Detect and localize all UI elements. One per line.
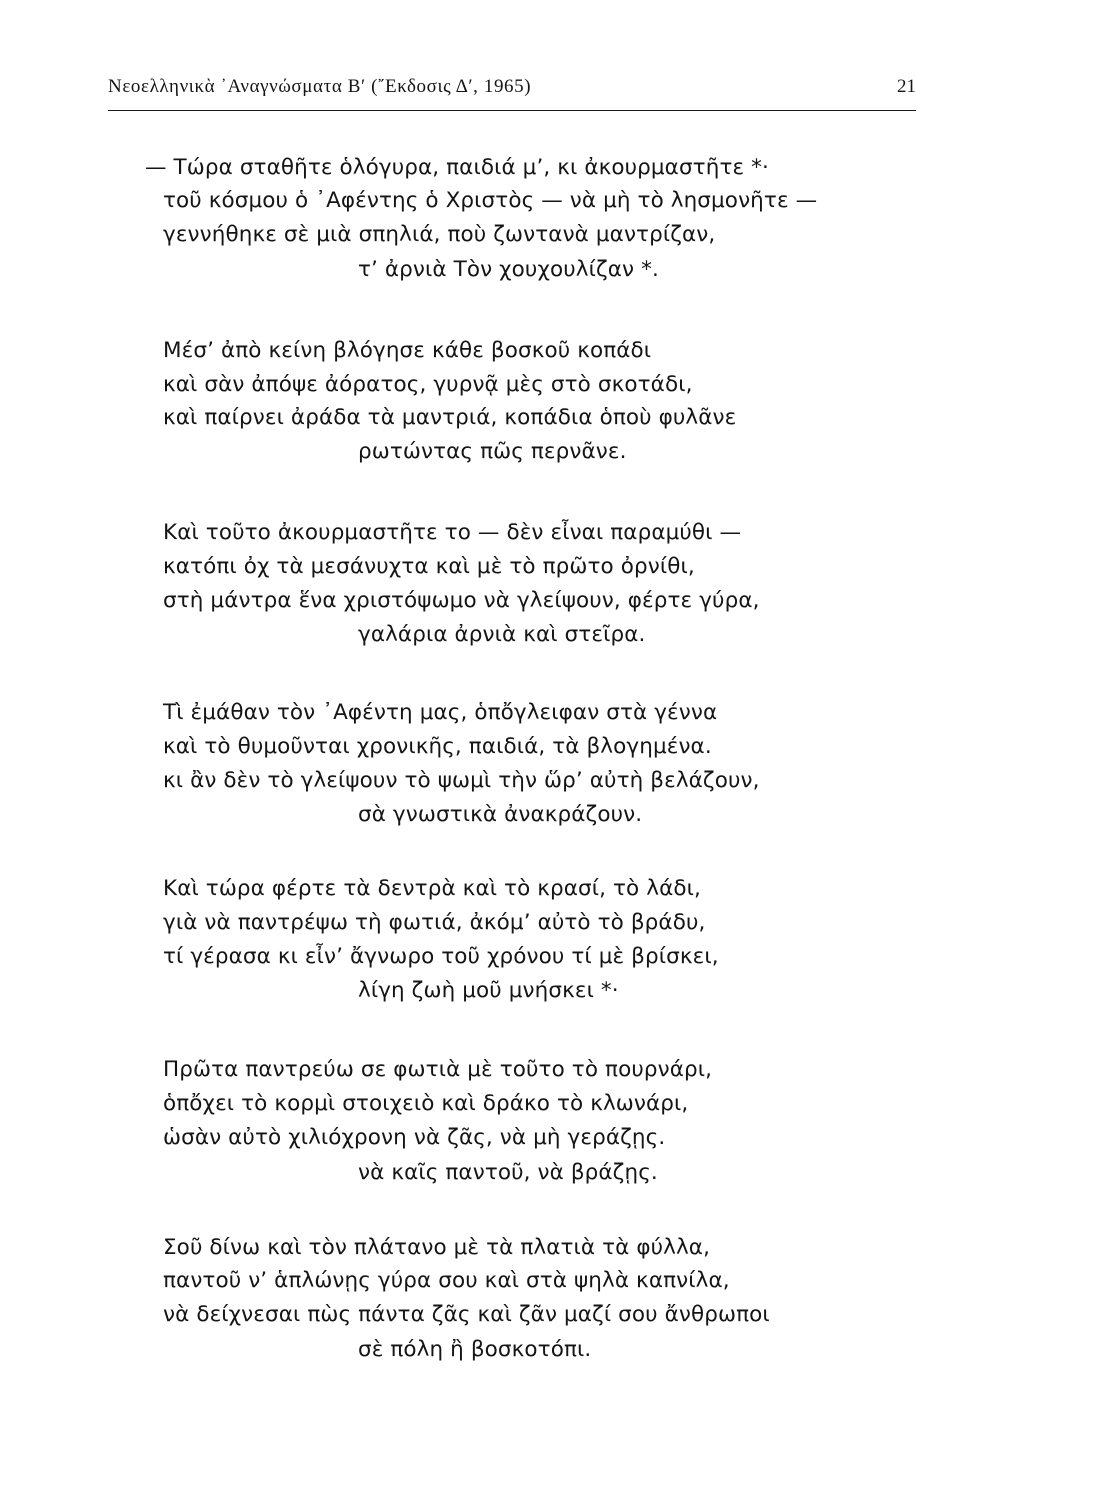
poem-line: σὲ πόλη ἢ βοσκοτόπι. bbox=[358, 1337, 592, 1362]
poem-line: στὴ μάντρα ἕνα χριστόψωμο νὰ γλείψουν, φέρτε γύρα, bbox=[163, 588, 760, 613]
poem-line: παντοῦ ν’ ἁπλώνῃς γύρα σου καὶ στὰ ψηλὰ καπνίλα, bbox=[163, 1268, 730, 1293]
poem-line: νὰ δείχνεσαι πὼς πάντα ζᾶς καὶ ζᾶν μαζί σου ἄνθρωποι bbox=[163, 1302, 770, 1327]
poem-line: κι ἂν δὲν τὸ γλείψουν τὸ ψωμὶ τὴν ὥρ’ αὐτὴ βελάζουν, bbox=[163, 768, 760, 793]
poem-line: καὶ παίρνει ἀράδα τὰ μαντριά, κοπάδια ὁποὺ φυλᾶνε bbox=[163, 405, 737, 430]
poem-line: τί γέρασα κι εἶν’ ἄγνωρο τοῦ χρόνου τί μὲ βρίσκει, bbox=[163, 944, 719, 969]
poem-line: τοῦ κόσμου ὁ ᾿Αφέντης ὁ Χριστὸς — νὰ μὴ τὸ λησμονῆτε — bbox=[163, 188, 818, 213]
poem-line: τ’ ἀρνιὰ Τὸν χουχουλίζαν *. bbox=[358, 257, 659, 282]
poem-line: Καὶ τώρα φέρτε τὰ δεντρὰ καὶ τὸ κρασί, τὸ λάδι, bbox=[163, 876, 701, 901]
poem-line: ὡσὰν αὐτὸ χιλιόχρονη νὰ ζᾶς, νὰ μὴ γεράζῃς. bbox=[163, 1125, 666, 1150]
page-number: 21 bbox=[897, 76, 916, 97]
poem-line: Σοῦ δίνω καὶ τὸν πλάτανο μὲ τὰ πλατιὰ τὰ φύλλα, bbox=[163, 1235, 711, 1260]
poem-line: σὰ γνωστικὰ ἀνακράζουν. bbox=[358, 802, 643, 827]
poem-line: κατόπι ὀχ τὰ μεσάνυχτα καὶ μὲ τὸ πρῶτο ὀρνίθι, bbox=[163, 554, 695, 579]
poem-line: Καὶ τοῦτο ἀκουρμαστῆτε το — δὲν εἶναι παραμύθι — bbox=[163, 520, 742, 545]
poem-line: γαλάρια ἀρνιὰ καὶ στεῖρα. bbox=[358, 622, 646, 647]
poem-line: ρωτώντας πῶς περνᾶνε. bbox=[358, 439, 627, 464]
poem-line: καὶ τὸ θυμοῦνται χρονικῆς, παιδιά, τὰ βλογημένα. bbox=[163, 734, 712, 759]
poem-line: Μέσ’ ἀπὸ κείνη βλόγησε κάθε βοσκοῦ κοπάδι bbox=[163, 338, 652, 363]
poem-line: ὁπὄχει τὸ κορμὶ στοιχειὸ καὶ δράκο τὸ κλωνάρι, bbox=[163, 1091, 689, 1116]
poem-line: Τὶ ἐμάθαν τὸν ᾿Αφέντη μας, ὁπὄγλειφαν στὰ γέννα bbox=[163, 700, 718, 725]
poem-line: νὰ καῖς παντοῦ, νὰ βράζῃς. bbox=[358, 1160, 658, 1185]
poem-line: λίγη ζωὴ μοῦ μνήσκει *· bbox=[358, 978, 619, 1003]
poem-line: καὶ σὰν ἀπόψε ἀόρατος, γυρνᾷ μὲς στὸ σκοτάδι, bbox=[163, 372, 693, 397]
poem-line: — Τώρα σταθῆτε ὁλόγυρα, παιδιά μ’, κι ἀκουρμαστῆτε *· bbox=[145, 155, 769, 180]
running-head-title: Νεοελληνικὰ ᾿Αναγνώσματα Β′ (῎Εκδοσις Δ′, 1965) bbox=[108, 76, 532, 97]
poem-line: γεννήθηκε σὲ μιὰ σπηλιά, ποὺ ζωντανὰ μαντρίζαν, bbox=[163, 222, 716, 247]
poem-line: Πρῶτα παντρεύω σε φωτιὰ μὲ τοῦτο τὸ πουρνάρι, bbox=[163, 1057, 713, 1082]
poem-line: γιὰ νὰ παντρέψω τὴ φωτιά, ἀκόμ’ αὐτὸ τὸ βράδυ, bbox=[163, 910, 706, 935]
